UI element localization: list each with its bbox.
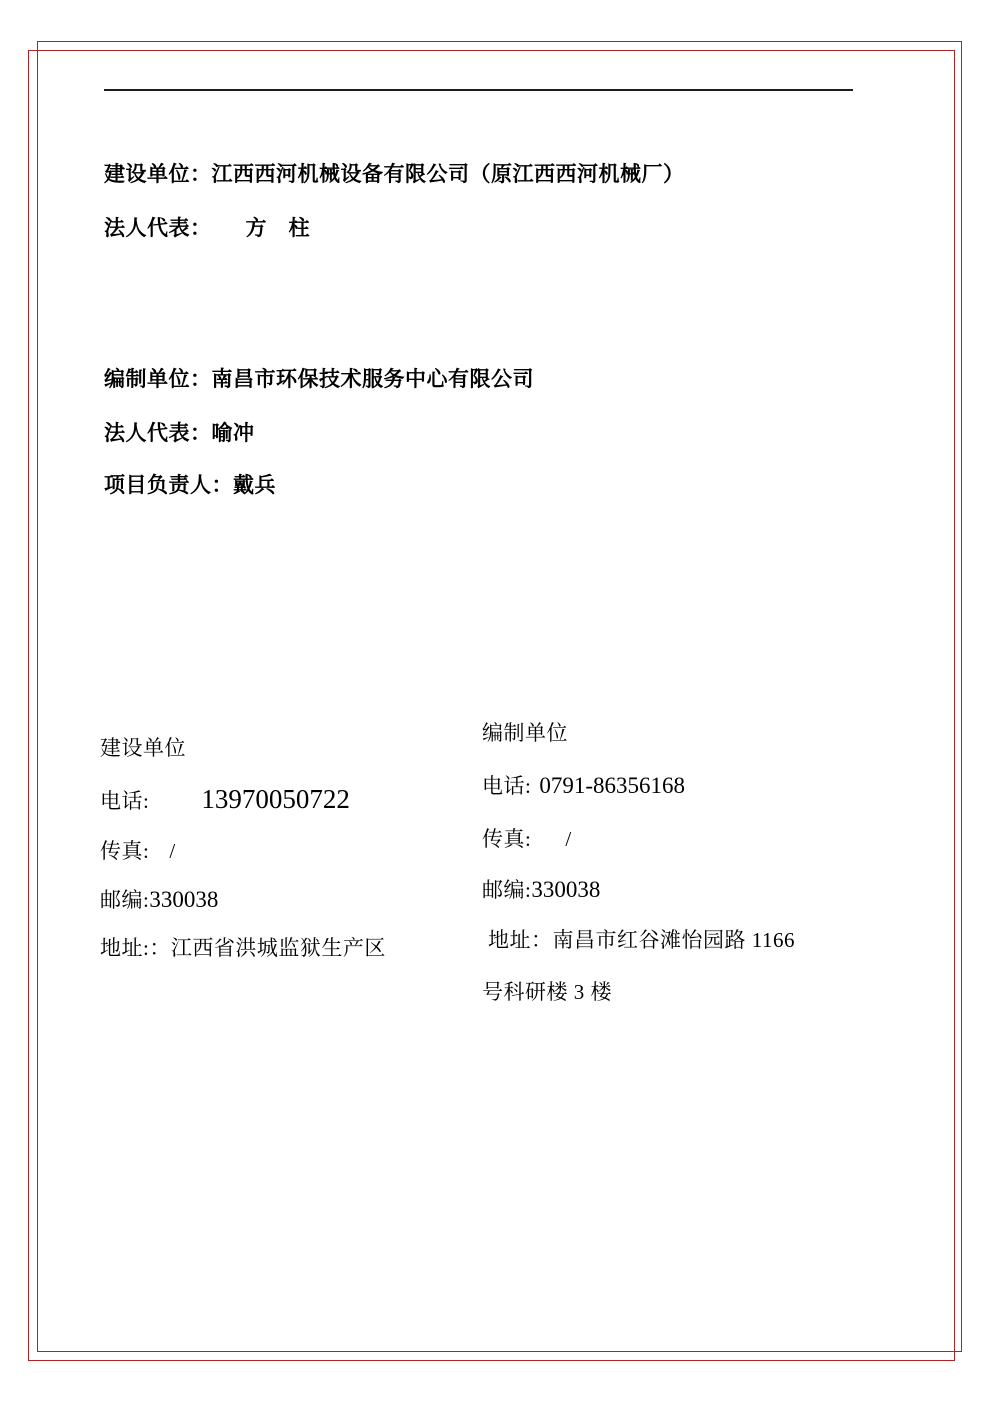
header-rule <box>104 89 853 91</box>
phone-label: 电话: <box>100 789 150 813</box>
phone-value: 13970050722 <box>201 784 350 814</box>
address-value: 江西省洪城监狱生产区 <box>170 936 386 960</box>
address-label: 地址： <box>488 928 553 952</box>
page-border-inner <box>28 50 955 1361</box>
construction-legal-rep-line <box>104 212 310 242</box>
zip-value: 330038 <box>149 887 219 912</box>
left-zip-line <box>100 884 218 914</box>
phone-value: 0791-86356168 <box>539 773 686 798</box>
compiler-unit-name: 南昌市环保技术服务中心有限公司 <box>211 367 534 391</box>
right-contact-title: 编制单位 <box>482 721 568 745</box>
construction-unit-label: 建设单位： <box>104 162 212 186</box>
phone-label: 电话: <box>482 774 532 798</box>
right-address-line2 <box>482 976 612 1006</box>
project-leader-name: 戴兵 <box>233 473 276 497</box>
legal-rep-label: 法人代表： <box>104 421 212 445</box>
left-contact-title: 建设单位 <box>100 736 186 760</box>
compiler-unit-label: 编制单位： <box>104 367 212 391</box>
fax-value: / <box>565 827 572 851</box>
compiler-legal-rep-line <box>104 417 255 447</box>
right-address-line1 <box>488 924 795 954</box>
address-value-line2: 号科研楼 3 楼 <box>482 980 612 1004</box>
address-value-line1: 南昌市红谷滩怡园路 1166 <box>552 928 795 952</box>
zip-label: 邮编: <box>482 878 532 902</box>
construction-unit-line <box>104 158 685 188</box>
right-zip-line <box>482 874 600 904</box>
legal-rep-name: 喻冲 <box>211 421 255 445</box>
right-fax-line <box>482 823 572 853</box>
compiler-unit-line <box>104 363 534 393</box>
right-phone-line <box>482 770 685 800</box>
fax-value: / <box>169 839 176 863</box>
legal-rep-label: 法人代表： <box>104 216 212 240</box>
fax-label: 传真: <box>100 839 150 863</box>
zip-label: 邮编: <box>100 888 150 912</box>
zip-value: 330038 <box>531 877 601 902</box>
address-label: 地址:： <box>100 936 171 960</box>
construction-unit-name: 江西西河机械设备有限公司（原江西西河机械厂） <box>211 162 685 186</box>
legal-rep-name: 方 柱 <box>245 216 310 240</box>
left-phone-line <box>100 784 350 815</box>
fax-label: 传真: <box>482 827 532 851</box>
project-leader-line <box>104 469 276 499</box>
left-address-line <box>100 932 386 962</box>
left-fax-line <box>100 835 176 865</box>
project-leader-label: 项目负责人： <box>104 473 233 497</box>
